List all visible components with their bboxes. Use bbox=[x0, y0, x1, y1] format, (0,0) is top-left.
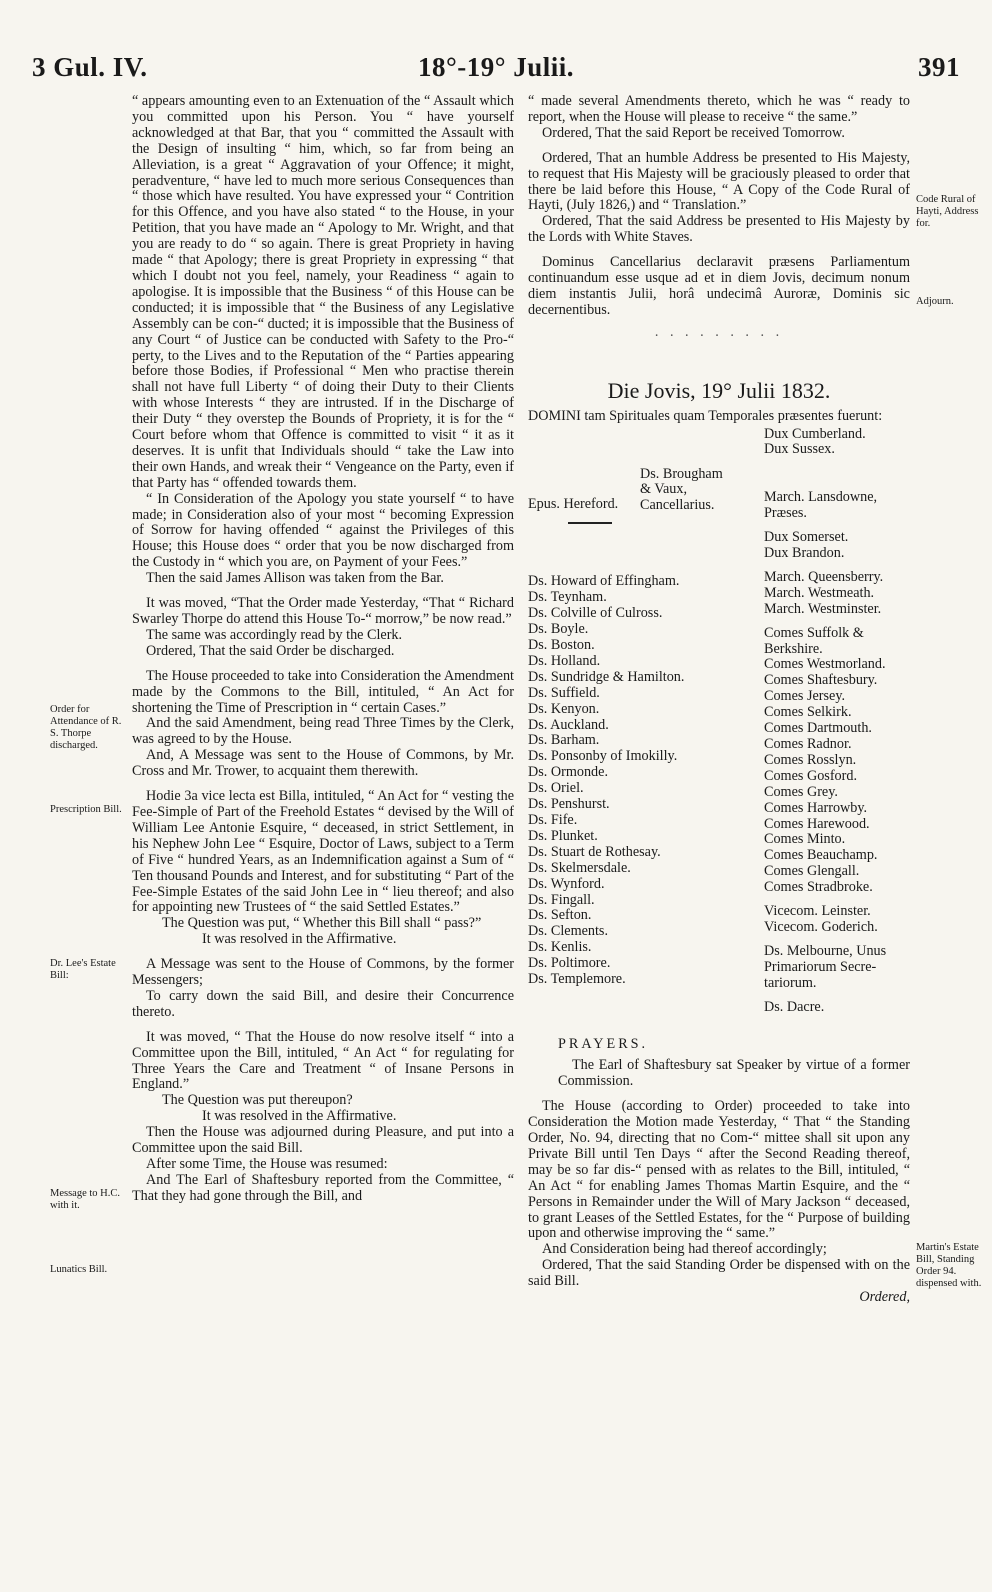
prayers-heading: PRAYERS. bbox=[558, 1035, 649, 1052]
name-entry: Comes Grey. bbox=[764, 783, 838, 800]
journal-paragraph: The House (according to Order) proceeded to take into Consideration the Motion made Yesterday, “ That “ the Standing Order, No. 94, directing that no Com-“ mittee shall sit upon any Private Bill until Ten Days “ after the Second Reading thereof, may be so far dis-“ pensed with as relates to the Bill, intituled, “ An Act “ for enabling James Thomas Martin Esquire, and the “ Persons in Remainder under the Will of Mary Jackson “ deceased, to grant Leases of the Settled Estates, for the “ Purpose of building upon and otherwise improving the “ same.” bbox=[528, 1098, 910, 1242]
name-entry: Comes Harewood. bbox=[764, 815, 870, 832]
journal-paragraph: And Consideration being had thereof accordingly; bbox=[542, 1241, 827, 1258]
name-entry: March. Queensberry. bbox=[764, 568, 884, 585]
section-divider: . . . . . . . . . bbox=[654, 323, 784, 340]
name-entry: Ds. Teynham. bbox=[528, 589, 607, 606]
left-names bbox=[528, 497, 748, 988]
journal-paragraph: Dominus Cancellarius declaravit præsens Parliamentum continuandum esse usque ad et in diem Jovis, decimum nonum diem instantis Julii, horâ undecimâ Auroræ, Dominis sic decernentibus. bbox=[528, 254, 910, 318]
name-entry: Vicecom. Leinster. bbox=[764, 903, 871, 920]
journal-paragraph: The Question was put, “ Whether this Bill shall “ pass?” bbox=[162, 915, 482, 932]
name-entry: Comes Radnor. bbox=[764, 736, 852, 752]
journal-paragraph: After some Time, the House was resumed: bbox=[146, 1156, 388, 1172]
name-entry: Ds. Skelmersdale. bbox=[528, 859, 631, 876]
name-entry: Ds. Clements. bbox=[528, 923, 608, 940]
left-column bbox=[132, 94, 514, 1205]
speech-paragraph: “ appears amounting even to an Extenuation of the “ Assault which you committed upon his Person. You “ have yourself acknowledged at that Bar, that you “ committed the Assault with the Design of insulting “ him, which, so far from being an Alleviation, is a great “ Aggravation of your Offence; it might, peradventure, “ have led to much more serious Consequences than “ those which have resulted. You have expressed your “ Contrition for this Offence, and you have also stated “ to the House, in your Petition, that you have made an “ Apology to Mr. Wright, and that you are ready to do “ so again. There is great Propriety in having made “ that Apology; there is great Propriety in expressing “ that which I doubt not you feel, namely, your Readiness “ again to apologise. It is impossible that the Business “ of this House can be conducted; it is impossible that “ the Business of any Legislative Assembly can be con-“ ducted; it is impossible that the Business of any Court “ of Justice can be conducted with Safety to the Pro-“ perty, to the Lives and to the Reputation of the “ Parties appearing before those Bodies, if Professional “ Men who practise therein shall not have full Liberty “ of doing their Duty to their Clients with whose Interests “ they are intrusted. If in the Discharge of their Duty “ they overstep the Bounds of Propriety, it is for the “ Court before whom that Offence is committed to visit “ it as it deserves. It is unfit that Individuals should “ take the Law into their own Hands, and wreak their “ Vengeance on the Party, even if that Party has “ offended towards them. bbox=[132, 93, 514, 491]
name-entry: Comes Suffolk & bbox=[764, 624, 864, 641]
journal-paragraph: Then the said James Allison was taken from the Bar. bbox=[146, 570, 444, 587]
name-entry: Ds. Ormonde. bbox=[528, 764, 608, 781]
name-entry: Ds. Fife. bbox=[528, 812, 578, 828]
name-entry: Comes Harrowby. bbox=[764, 799, 868, 816]
name-entry: Ds. Melbourne, Unus bbox=[764, 942, 887, 959]
attendance-heading: DOMINI tam Spirituales quam Temporales præsentes fuerunt: bbox=[528, 407, 883, 424]
journal-paragraph: The Question was put thereupon? bbox=[162, 1092, 353, 1109]
day-title: Die Jovis, 19° Julii 1832. bbox=[607, 377, 831, 403]
journal-paragraph: Ordered, That an humble Address be presented to His Majesty, to request that His Majesty will be graciously pleased to order that there be laid before this House, “ A Copy of the Code Rural of Hayti, (July 1826,) and “ Translation.” bbox=[528, 149, 910, 214]
margin-note: Adjourn. bbox=[916, 296, 954, 307]
journal-paragraph: “ made several Amendments thereto, which he was “ ready to report, when the House will please to receive “ the same.” bbox=[528, 93, 910, 125]
journal-paragraph: To carry down the said Bill, and desire their Concurrence thereto. bbox=[132, 987, 514, 1020]
journal-paragraph: It was resolved in the Affirmative. bbox=[202, 931, 397, 948]
catchword: Ordered, bbox=[859, 1289, 910, 1306]
margin-note: Lunatics Bill. bbox=[50, 1264, 108, 1275]
journal-paragraph: Ordered, That the said Address be presented to His Majesty by the Lords with White Staves. bbox=[528, 213, 910, 246]
journal-paragraph: Then the House was adjourned during Pleasure, and put into a Committee upon the said Bill. bbox=[132, 1124, 514, 1157]
name-entry: Comes Minto. bbox=[764, 831, 846, 848]
name-entry: Ds. Stuart de Rothesay. bbox=[528, 843, 661, 860]
regnal-year-header: 3 Gul. IV. bbox=[32, 52, 148, 82]
spacer bbox=[764, 466, 924, 474]
name-entry: Ds. Sundridge & Hamilton. bbox=[528, 668, 685, 685]
journal-paragraph: It was moved, “ That the House do now resolve itself “ into a Committee upon the Bill, intituled, “ An Act “ for regulating for Three Years the Care and Treatment “ of Insane Persons in England.” bbox=[132, 1028, 514, 1093]
name-entry: Comes Rosslyn. bbox=[764, 751, 857, 768]
name-entry: Comes Westmorland. bbox=[764, 656, 886, 673]
name-entry: Ds. Colville of Culross. bbox=[528, 605, 663, 622]
journal-paragraph: It was resolved in the Affirmative. bbox=[202, 1108, 397, 1125]
name-entry: Ds. Penshurst. bbox=[528, 796, 610, 813]
journal-paragraph: The same was accordingly read by the Clerk. bbox=[146, 626, 403, 643]
spacer bbox=[764, 458, 924, 466]
name-entry: Ds. Boyle. bbox=[528, 621, 589, 638]
journal-paragraph: And, A Message was sent to the House of Commons, by Mr. Cross and Mr. Trower, to acquaint them therewith. bbox=[132, 747, 514, 780]
speech-paragraph: “ In Consideration of the Apology you state yourself “ to have made; in Consideration also of your most “ becoming Expression of Sorrow for having offended “ against the Privileges of this House; this House does “ order that you be now discharged from the Custody in “ which you are, on Payment of your Fees.” bbox=[132, 490, 514, 571]
name-entry: Ds. Ponsonby of Imokilly. bbox=[528, 748, 678, 765]
journal-paragraph: And the said Amendment, being read Three Times by the Clerk, was agreed to by the House. bbox=[132, 715, 514, 748]
name-entry: Comes Shaftesbury. bbox=[764, 672, 878, 689]
name-entry: Berkshire. bbox=[764, 640, 823, 657]
margin-note: Dr. Lee's Estate Bill: bbox=[50, 958, 116, 981]
name-entry: March. Westminster. bbox=[764, 600, 882, 617]
name-entry: Comes Beauchamp. bbox=[764, 847, 878, 864]
name-entry: Dux Sussex. bbox=[764, 441, 835, 458]
name-entry: Ds. Wynford. bbox=[528, 875, 605, 892]
journal-paragraph: It was moved, “That the Order made Yesterday, “That “ Richard Swarley Thorpe do attend this House To-“ morrow,” be now read.” bbox=[132, 595, 514, 627]
name-entry: Dux Somerset. bbox=[764, 529, 849, 546]
right-names bbox=[764, 427, 924, 1016]
name-entry: Comes Selkirk. bbox=[764, 704, 852, 721]
journal-paragraph: And The Earl of Shaftesbury reported from the Committee, “ That they had gone through the Bill, and bbox=[132, 1171, 514, 1204]
name-entry: Comes Stradbroke. bbox=[764, 879, 873, 896]
name-entry: Ds. Sefton. bbox=[528, 907, 592, 924]
name-entry: Ds. Boston. bbox=[528, 637, 595, 654]
name-entry: Ds. Barham. bbox=[528, 732, 600, 749]
name-entry: Ds. Kenyon. bbox=[528, 700, 600, 717]
page-number: 391 bbox=[918, 52, 960, 82]
journal-paragraph: Ordered, That the said Order be discharged. bbox=[146, 642, 395, 659]
name-entry: Dux Cumberland. bbox=[764, 425, 866, 442]
margin-note: Martin's Estate Bill, Standing Order 94. dispensed with. bbox=[916, 1242, 982, 1289]
margin-note: Message to H.C. with it. bbox=[50, 1188, 120, 1211]
name-entry: Comes Jersey. bbox=[764, 688, 846, 705]
name-entry: tariorum. bbox=[764, 974, 817, 991]
name-entry: Comes Glengall. bbox=[764, 863, 860, 880]
name-entry: Ds. Oriel. bbox=[528, 780, 584, 797]
name-entry: Vicecom. Goderich. bbox=[764, 918, 878, 935]
attendance-list bbox=[528, 425, 910, 1029]
spacer bbox=[764, 474, 924, 482]
name-entry: Primariorum Secre- bbox=[764, 958, 877, 975]
name-entry: Ds. Fingall. bbox=[528, 891, 595, 908]
speaker-note: The Earl of Shaftesbury sat Speaker by virtue of a former Commission. bbox=[558, 1057, 910, 1090]
journal-paragraph: Hodie 3a vice lecta est Billa, intituled, “ An Act for “ vesting the Fee-Simple of Part of the Freehold Estates “ devised by the Will of William Lee Antonie Esquire, “ deceased, in strict Settlement, in his Nephew John Lee “ Esquire, Doctor of Laws, subject to a Term of Five “ hundred Years, as an Indemnification against a Sum of “ Ten thousand Pounds and Interest, and for substituting “ Part of the Fee-Simple Estates of the said John Lee in “ lieu thereof; and also for appointing new Trustees of “ the said Settled Estates.” bbox=[132, 788, 514, 916]
divider-rule bbox=[568, 522, 612, 524]
name-entry: Ds. Plunket. bbox=[528, 827, 598, 844]
margin-note: Prescription Bill. bbox=[50, 804, 122, 815]
right-column bbox=[528, 94, 910, 1306]
margin-note: Order for Attendance of R. S. Thorpe discharged. bbox=[50, 704, 122, 751]
name-entry: Dux Brandon. bbox=[764, 545, 845, 562]
chancellor-entry: Ds. Brougham & Vaux, Cancellarius. bbox=[640, 465, 723, 514]
margin-note: Code Rural of Hayti, Address for. bbox=[916, 194, 979, 229]
name-entry: Ds. Howard of Effingham. bbox=[528, 573, 680, 590]
journal-paragraph: Ordered, That the said Report be received Tomorrow. bbox=[542, 124, 845, 141]
name-entry: Ds. Poltimore. bbox=[528, 955, 611, 972]
name-entry: March. Lansdowne, bbox=[764, 489, 878, 506]
name-entry: Comes Gosford. bbox=[764, 767, 858, 784]
name-entry: Comes Dartmouth. bbox=[764, 720, 872, 737]
name-entry: Ds. Templemore. bbox=[528, 971, 626, 988]
name-entry: Præses. bbox=[764, 505, 807, 522]
journal-paragraph: Ordered, That the said Standing Order be dispensed with on the said Bill. bbox=[528, 1257, 910, 1290]
journal-paragraph: A Message was sent to the House of Commons, by the former Messengers; bbox=[132, 956, 514, 989]
name-entry: Ds. Holland. bbox=[528, 652, 601, 669]
name-entry: Epus. Hereford. bbox=[528, 495, 619, 512]
name-entry: Ds. Auckland. bbox=[528, 716, 609, 733]
date-header: 18°-19° Julii. bbox=[417, 52, 575, 82]
name-entry: Ds. Dacre. bbox=[764, 998, 825, 1015]
name-entry: Ds. Suffield. bbox=[528, 684, 600, 701]
name-entry: Ds. Kenlis. bbox=[528, 939, 592, 956]
name-entry: March. Westmeath. bbox=[764, 584, 875, 601]
journal-paragraph: The House proceeded to take into Consideration the Amendment made by the Commons to the Bill, intituled, “ An Act for shortening the Time of Prescription in “ certain Cases.” bbox=[132, 667, 514, 716]
